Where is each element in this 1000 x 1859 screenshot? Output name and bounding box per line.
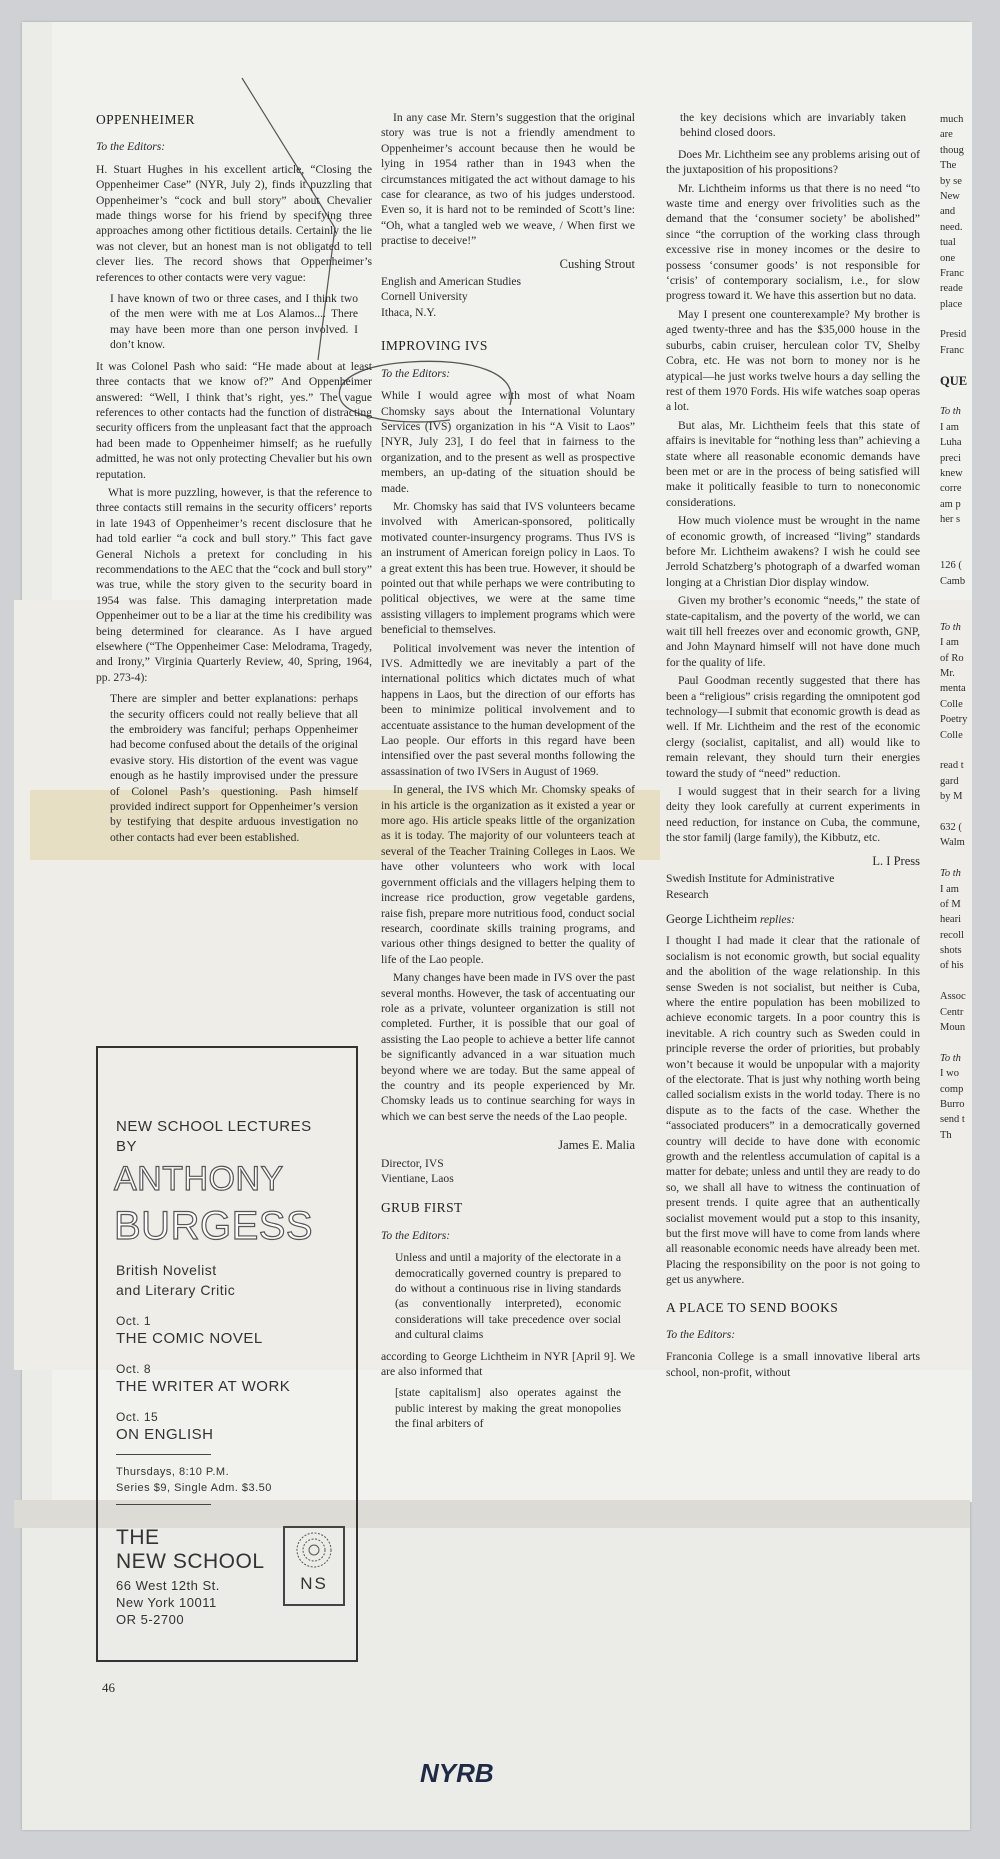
ad-desc: and Literary Critic	[116, 1282, 236, 1298]
ad-lecture-title: THE COMIC NOVEL	[116, 1330, 263, 1347]
ad-school: NEW SCHOOL	[116, 1550, 265, 1573]
salutation: To the Editors:	[96, 140, 166, 154]
edge-fragment	[940, 805, 972, 820]
ad-name-first: ANTHONY	[114, 1160, 284, 1198]
heading-improving-ivs: IMPROVING IVS	[381, 338, 488, 354]
affiliation: English and American Studies	[381, 275, 522, 289]
affiliation: Ithaca, N.Y.	[381, 305, 437, 319]
block-quote: There are simpler and better explanations: perhaps the security officers could not really believe that all the embroidery was fanciful; perhaps Oppenheimer had become confused about the details of the original evasive story. His distortion of the event was vague enough as he hastily improvised under the pressure of Colonel Pash’s questioning. Pash himself provided indirect support for Oppenheimer’s version by testifying that despite arduous investigation no other contacts had ever been established.	[110, 692, 358, 844]
paragraph: Franconia College is a small innovative liberal arts school, non-profit, without	[666, 1350, 920, 1379]
edge-fragment: of M	[940, 898, 961, 910]
edge-fragment: recoll	[940, 929, 964, 941]
edge-fragment	[940, 528, 972, 543]
edge-fragment: much	[940, 114, 964, 125]
edge-fragment: comp	[940, 1083, 964, 1095]
edge-fragment: by se	[940, 175, 962, 187]
edge-fragment: Burro	[940, 1099, 965, 1110]
ad-name-last: BURGESS	[114, 1204, 314, 1248]
edge-fragment: The	[940, 160, 957, 172]
affiliation: Research	[666, 887, 709, 901]
paragraph: Many changes have been made in IVS over the past several months. However, the task of accentuating our role as a private, volunteer organization is still not completed. Further, it is possible that our goal of assisting the Lao people to achieve a better life cannot be significantly advanced in a war situation much beyond where we are today. But the same appeal of the country and its people experienced by Mr. Chomsky leads us to continue searching for ways in which we can best serve the needs of the Lao people.	[381, 971, 635, 1123]
ad-date: Oct. 15	[116, 1410, 159, 1424]
edge-fragment	[940, 589, 972, 604]
ad-desc: British Novelist	[116, 1262, 217, 1278]
edge-fragment: knew	[940, 467, 963, 479]
salutation: To the Editors:	[666, 1328, 736, 1342]
edge-fragment: I am	[940, 637, 959, 649]
paragraph: Paul Goodman recently suggested that there has been a “religious” crisis regarding the omnipotent god technology—I submit that economic growth is dead as well. If Mr. Lichtheim and the rest of the economic clergy (socialist, capitalist, and all) would like to remain relevant, they should turn their energies toward the study of “need” reduction.	[666, 674, 920, 780]
affiliation: Director, IVS	[381, 1156, 444, 1170]
edge-fragment: Assoc	[940, 991, 966, 1003]
edge-fragment: her s	[940, 514, 961, 526]
edge-fragment: by M	[940, 791, 963, 803]
paragraph: Mr. Chomsky has said that IVS volunteers became involved with American-sponsored, politically motivated counter-insurgency programs. Thus IVS is an instrument of American foreign policy in Laos. To a great extent this has been true. However, it should be pointed out that while perhaps we were contributing to political objectives, we were at the same time assisting villagers to implement programs which were beneficial to themselves.	[381, 499, 635, 637]
paragraph: H. Stuart Hughes in his excellent article, “Closing the Oppenheimer Case” (NYR, July 2), finds it puzzling that Oppenheimer’s “cock and bull story” about Chevalier made things worse for his friend by specifying three approaches among other fictitious details. Certainly the lie was not clever, but an honest man is not obligated to tell clever lies. The record shows that Oppenheimer’s references to other contacts were very vague:	[96, 162, 372, 284]
edge-fragment: need.	[940, 221, 963, 233]
edge-fragment	[940, 743, 972, 758]
edge-fragment: one	[940, 252, 956, 264]
edge-fragment: To th	[940, 621, 961, 633]
ad-lecture-title: THE WRITER AT WORK	[116, 1378, 291, 1395]
burgess-lecture-ad	[96, 1046, 358, 1662]
ad-by: BY	[116, 1138, 138, 1155]
logo-letters: NS	[300, 1574, 328, 1593]
edge-fragment: Th	[940, 1129, 952, 1141]
block-quote: the key decisions which are invariably taken behind closed doors.	[680, 111, 906, 140]
edge-fragment: reade	[940, 283, 963, 295]
ad-divider	[116, 1454, 211, 1455]
edge-fragment: of his	[940, 960, 964, 972]
paragraph: How much violence must be wrought in the name of economic growth, of increased “living” standards before Mr. Lichtheim awakens? I wish he could see Jerrold Schatzberg’s photograph of a dwarfed woman longing at a Christian Dior display window.	[666, 514, 920, 589]
salutation: To the Editors:	[381, 366, 451, 380]
edge-fragment: place	[940, 298, 963, 310]
ad-divider	[116, 1504, 211, 1505]
paragraph: Political involvement was never the intention of IVS. Admittedly we are inevitably a part of the international politics which dictates much of what happens in Laos, but the direction of our efforts has been to minimize political involvement and to accentuate assistance to the human development of the Lao people. Our efforts in this regard have been intensified over the past several months following the assassination of two IVSers in August of 1969.	[381, 641, 635, 778]
edge-fragment: Moun	[940, 1022, 966, 1034]
paragraph: It was Colonel Pash who said: “He made about at least three contacts that we know of?” And Oppenheimer answered: “Well, I think that’s right, yes.” The vague references to other contacts had the function of distracting security officers from the unpleasant fact that the approach had been made to Oppenheimer himself; as he ruefully admitted, he was not only protecting Chevalier but his own reputation.	[96, 359, 372, 481]
paragraph: according to George Lichtheim in NYR [April 9]. We are also informed that	[381, 1349, 635, 1379]
paragraph: While I would agree with most of what Noam Chomsky says about the International Voluntary Services (IVS) organization in his “A Visit to Laos” [NYR, July 23], I do feel that in fairness to the organization, and to the present as well as prospective members, an up-dating of the situation should be made.	[381, 389, 635, 495]
edge-fragment: of Ro	[940, 652, 964, 664]
edge-fragment: Walm	[940, 837, 965, 849]
edge-fragment: heari	[940, 914, 961, 926]
edge-fragment: To th	[940, 868, 961, 880]
tree-icon	[285, 1528, 343, 1576]
ad-lecture-title: ON ENGLISH	[116, 1426, 214, 1443]
ad-school: THE	[116, 1526, 160, 1549]
block-quote: [state capitalism] also operates against the public interest by making the great monopolies the final arbiters of	[395, 1386, 621, 1431]
column-cutoff-fragments	[940, 112, 972, 1143]
paragraph: Does Mr. Lichtheim see any problems arising out of the juxtaposition of his propositions?	[666, 147, 920, 177]
edge-fragment: Colle	[940, 698, 963, 710]
edge-fragment: Centr	[940, 1006, 964, 1018]
edge-fragment: I am	[940, 421, 959, 433]
edge-fragment: 126 (	[940, 560, 962, 572]
edge-fragment: Franc	[940, 344, 964, 356]
affiliation: Cornell University	[381, 290, 468, 304]
edge-fragment: To th	[940, 1052, 961, 1064]
edge-fragment: and	[940, 206, 956, 218]
handwritten-note: NYRB	[420, 1758, 494, 1788]
edge-fragment: I wo	[940, 1068, 959, 1080]
edge-fragment: are	[940, 129, 953, 141]
edge-fragment: Colle	[940, 729, 963, 741]
signature: L. I Press	[872, 853, 920, 868]
column-middle	[381, 110, 635, 1438]
edge-fragment: To th	[940, 406, 961, 418]
edge-fragment	[940, 358, 972, 373]
paragraph: What is more puzzling, however, is that the reference to three contacts still remains in the security officers’ reports in late 1943 of Oppenheimer’s recent disclosure that he had told earlier “a cock and bull story.” This fact gave General Nichols a pretext for concluding in his recommendations to the AEC that the “cock and bull story” was true, while the story given to the security board in 1954 was false. This damaging interpretation made Oppenheimer out to be a liar at the time his credibility was being determined for clearance. As I have argued elsewhere (“The Oppenheimer Case: Melodrama, Tragedy, and Irony,” Virginia Quarterly Review, 40, Spring, 1964, pp. 273-4):	[96, 485, 372, 684]
edge-fragment: menta	[940, 683, 966, 695]
heading-oppenheimer: OPPENHEIMER	[96, 112, 195, 127]
new-school-logo-icon	[283, 1526, 345, 1606]
edge-fragment: tual	[940, 237, 956, 249]
heading-grub-first: GRUB FIRST	[381, 1200, 463, 1216]
ad-price: Series $9, Single Adm. $3.50	[116, 1482, 272, 1494]
paragraph: In general, the IVS which Mr. Chomsky speaks of in his article is the organization as it existed a year or more ago. His article speaks little of the organization as it is today. The majority of our volunteers teach at several of the Teacher Training Colleges in Laos. We have other volunteers who work with local government officials and the villagers helping them to increase rice production, grow vegetable gardens, raise fish, prepare more nutritious food, conduct social research, coordinate skills training programs, and various other things designed to better the quality of life of the Lao people.	[381, 783, 635, 966]
edge-fragment: read t	[940, 760, 964, 772]
paragraph: Given my brother’s economic “needs,” the state of state-capitalism, and the poverty of the world, we can wait till hell freezes over and economic growth, GNP, and John Maynard himself will not have done much for the quality of life.	[666, 594, 920, 669]
reply-byline	[666, 912, 920, 927]
edge-fragment: Franc	[940, 267, 964, 279]
edge-fragment: preci	[940, 452, 961, 464]
page-number: 46	[102, 1680, 115, 1695]
edge-fragment	[940, 389, 972, 404]
paragraph: May I present one counterexample? My brother is aged twenty-three and has the $35,000 house in the suburbs, cabin cruiser, herculean color TV, Shelby Cobra, etc. He was not born to money nor is he atypical—he just works twelve hours a day selling the rest of them 1970 Fords. His wife watches soap operas a lot.	[666, 307, 920, 414]
edge-fragment: 632 (	[940, 821, 962, 833]
column-right	[666, 110, 920, 1383]
edge-fragment: Presid	[940, 329, 967, 341]
paragraph: In any case Mr. Stern’s suggestion that the original story was true is not a friendly amendment to Oppenheimer’s account because then he would be lying in 1954 rather than in 1943 when the circumstances mitigated the act without damage to his case for clearance, as two of his judges understood. Even so, it is hard not to be reminded of Scott’s line: “Oh, what a tangled web we weave, / When first we practise to deceive!”	[381, 111, 635, 248]
edge-fragment: New	[940, 190, 960, 202]
paragraph: Mr. Lichtheim informs us that there is no need “to waste time and energy over frivolities such as the demand that the ‘consumer society’ be abolished” since “the corruption of the working class through excessive rise in money incomes or the desire to possess ‘consumer goods’ is not responsible for ‘crisis’ of contemporary socialism, i.e., for slow progress toward it. We have this assertion but no data.	[666, 181, 920, 303]
edge-fragment: gard	[940, 775, 959, 787]
edge-fragment: send t	[940, 1114, 965, 1126]
heading-send-books: A PLACE TO SEND BOOKS	[666, 1299, 839, 1315]
block-quote: I have known of two or three cases, and I think two of the men were with me at Los Alamos.... There may have been more than one person involved. I don’t know.	[110, 292, 358, 352]
edge-fragment: Luha	[940, 437, 962, 449]
column-oppenheimer	[96, 112, 372, 851]
paragraph: I thought I had made it clear that the rationale of socialism is not economic growth, but social equality and the abolition of the wage relationship. In this sense Sweden is not socialist, but neither is Cuba, where the entire population has been mobilized to achieve economic targets. In a poor country this is inevitable. A rich country such as Sweden could in principle reverse the order of priorities, but probably won’t because it would be unpopular with a majority of the electorate. That is just why nothing worth being called socialism exists in the world today. There is no dispute as to the facts of the case. Whether the “associated producers” in a democratically governed country will decide to have done with economic growth and the relentless accumulation of capital is a matter for debate; unless and until they are ready to do so, we shall all have to witness the continuation of present trends. I quite agree that an authentically socialist movement would put a stop to this insanity, but the first move will have to come from lands where all reasonable economic needs have already been met. Placing the responsibility on the poor is not going to get us anywhere.	[666, 934, 920, 1287]
reply-label: replies:	[759, 912, 795, 926]
edge-fragment: Poetry	[940, 714, 968, 726]
edge-fragment: Camb	[940, 575, 966, 587]
signature: Cushing Strout	[559, 256, 635, 271]
edge-fragment: I am	[940, 883, 959, 895]
ad-date: Oct. 1	[116, 1314, 152, 1328]
edge-fragment	[940, 543, 972, 558]
ad-phone: OR 5-2700	[116, 1612, 185, 1627]
edge-fragment: QUE	[940, 373, 968, 388]
edge-fragment: thoug	[940, 144, 964, 156]
paragraph: But alas, Mr. Lichtheim feels that this state of affairs is inevitable for “nothing less than” achieving a state where all reasonable economic demands have been met or are in the process of being satisfied will make it politically feasible to turn to noneconomic considerations.	[666, 418, 920, 509]
edge-fragment	[940, 851, 972, 866]
block-quote: Unless and until a majority of the electorate in a democratically governed country is prepared to do without a continuous rise in living standards (as conventionally interpreted), economic considerations will take precedence over social and cultural claims	[395, 1251, 621, 1342]
edge-fragment: shots	[940, 945, 962, 957]
paragraph: I would suggest that in their search for a living deity they look carefully at current experiments in need reduction, for instance on Cuba, the commune, the stor familj (large family), the Kibbutz, etc.	[666, 785, 920, 845]
affiliation: Vientiane, Laos	[381, 1172, 454, 1185]
ad-address: 66 West 12th St.	[116, 1578, 220, 1593]
ad-date: Oct. 8	[116, 1362, 152, 1376]
edge-fragment: corre	[940, 483, 962, 495]
edge-fragment: Mr.	[940, 668, 955, 680]
ad-time: Thursdays, 8:10 P.M.	[116, 1466, 230, 1478]
edge-fragment: am p	[940, 498, 961, 510]
signature: James E. Malia	[558, 1138, 635, 1153]
affiliation: Swedish Institute for Administrative	[666, 872, 835, 886]
edge-fragment	[940, 974, 972, 989]
ad-header: NEW SCHOOL LECTURES	[116, 1118, 312, 1135]
edge-fragment	[940, 605, 972, 620]
edge-fragment	[940, 312, 972, 327]
salutation: To the Editors:	[381, 1228, 451, 1242]
reply-author: George Lichtheim	[666, 911, 758, 926]
edge-fragment	[940, 1035, 972, 1050]
ad-address: New York 10011	[116, 1595, 217, 1610]
